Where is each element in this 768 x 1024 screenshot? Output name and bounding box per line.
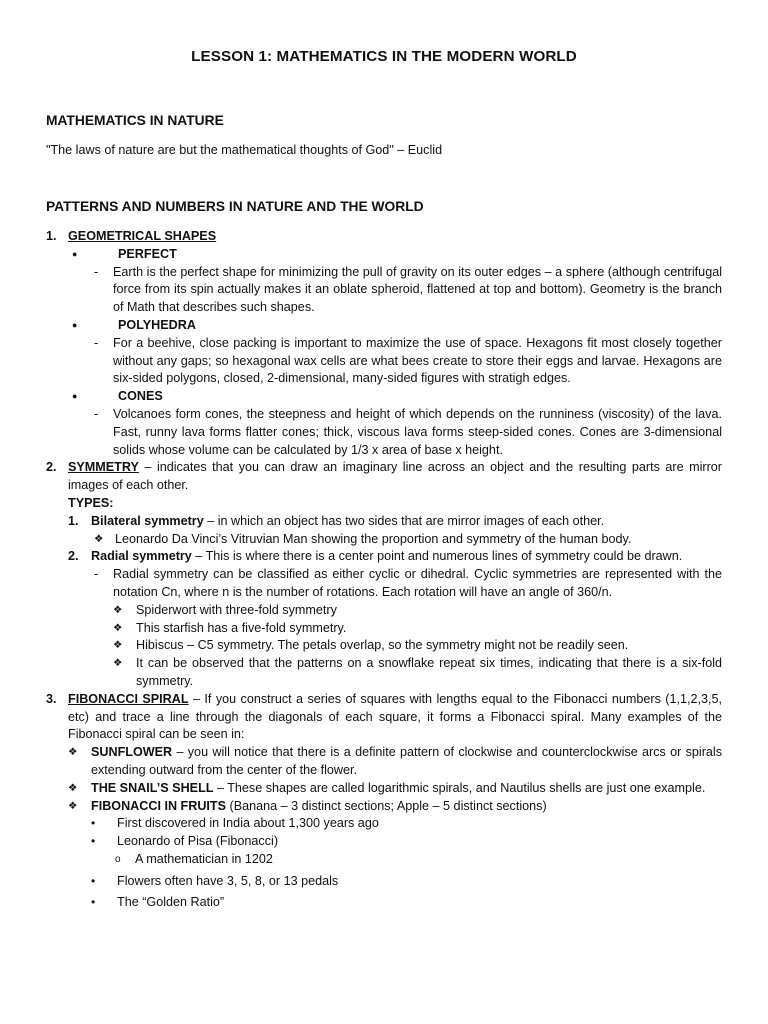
diamond-bullet-icon: ❖ — [113, 657, 123, 670]
radial-example-text: It can be observed that the patterns on a snowflake repeat six times, indicating that there is a six-fold symmetry. — [136, 656, 722, 688]
diamond-bullet-icon: ❖ — [68, 799, 78, 812]
bilateral-heading: Bilateral symmetry — [91, 513, 204, 528]
radial-example — [46, 620, 722, 638]
bilateral-item — [46, 513, 722, 531]
item-symmetry — [46, 459, 722, 495]
euclid-quote: "The laws of nature are but the mathematical thoughts of God" – Euclid — [46, 143, 443, 157]
bullet-icon: • — [91, 834, 96, 849]
fact-text: The “Golden Ratio” — [117, 895, 225, 910]
bilateral-text: – in which an object has two sides that are mirror images of each other. — [203, 513, 605, 528]
fact-text: A mathematician in 1202 — [135, 851, 273, 866]
fibonacci-text: – If you construct a series of squares with lengths equal to the Fibonacci numbers (1,1,2,3,5, etc) and trace a line through the diagonals of each square, it forms a Fibonacci spiral. Many examples of the Fibonacci spiral can be seen in: — [68, 691, 722, 742]
radial-example — [46, 655, 722, 691]
polyhedra-item — [46, 317, 722, 335]
snail-heading: THE SNAIL’S SHELL — [91, 780, 214, 795]
symmetry-text: – indicates that you can draw an imaginary line across an object and the resulting parts are mirror images of each other. — [68, 460, 722, 493]
fact-text: Leonardo of Pisa (Fibonacci) — [117, 834, 279, 849]
cones-text: Volcanoes form cones, the steepness and height of which depends on the runniness (viscosity) of the lava. Fast, runny lava forms flatter cones; thick, viscous lava forms steep-sided cones. Cones are 3-dimensional solids whose volume can be calculated by 1/3 x area of base x height. — [113, 406, 722, 457]
diamond-bullet-icon: ❖ — [68, 746, 78, 759]
diamond-bullet-icon: ❖ — [68, 781, 78, 794]
perfect-description — [46, 264, 722, 317]
sunflower-text: – you will notice that there is a definite pattern of clockwise and counterclockwise arcs or spirals extending outward from the center of the flower. — [91, 745, 722, 777]
fact-item — [46, 894, 722, 912]
types-label: TYPES: — [68, 495, 114, 510]
list-number: 3. — [46, 691, 57, 706]
list-number: 1. — [46, 229, 57, 243]
snail-text: – These shapes are called logarithmic spirals, and Nautilus shells are just one example. — [213, 780, 706, 795]
dash-marker: - — [94, 264, 99, 279]
section-heading-nature: MATHEMATICS IN NATURE — [46, 113, 224, 128]
sunflower-heading: SUNFLOWER — [91, 745, 173, 760]
diamond-bullet-icon: ❖ — [113, 621, 123, 634]
cones-heading: CONES — [118, 389, 163, 404]
dash-marker: - — [94, 406, 99, 421]
fact-text: First discovered in India about 1,300 years ago — [117, 816, 379, 831]
radial-item — [46, 548, 722, 566]
radial-text: – This is where there is a center point and numerous lines of symmetry could be drawn. — [191, 549, 683, 564]
polyhedra-description — [46, 335, 722, 388]
bullet-icon: ● — [72, 319, 78, 330]
cones-item — [46, 388, 722, 406]
lesson-title: LESSON 1: MATHEMATICS IN THE MODERN WORLD — [191, 48, 577, 65]
diamond-bullet-icon: ❖ — [94, 532, 104, 545]
polyhedra-heading: POLYHEDRA — [118, 317, 196, 332]
geometrical-shapes-heading: GEOMETRICAL SHAPES — [68, 229, 217, 243]
fact-item — [46, 815, 722, 833]
bullet-icon: ● — [72, 248, 78, 259]
fact-item — [46, 833, 722, 851]
radial-example-text: Spiderwort with three-fold symmetry — [136, 602, 337, 617]
radial-example-text: Hibiscus – C5 symmetry. The petals overlap, so the symmetry might not be readily seen. — [136, 638, 629, 653]
fruits-item — [46, 798, 722, 816]
circle-bullet-icon: o — [115, 853, 121, 865]
sunflower-item — [46, 744, 722, 780]
perfect-heading: PERFECT — [118, 246, 177, 261]
section-heading-patterns: PATTERNS AND NUMBERS IN NATURE AND THE WORLD — [46, 199, 424, 214]
perfect-text: Earth is the perfect shape for minimizing the pull of gravity on its outer edges – a sphere (although centrifugal force from its spin actually makes it an oblate spheroid, flattened at top and bottom). Geometry is the branch of Math that describes such shapes. — [113, 264, 722, 315]
bilateral-example-text: Leonardo Da Vinci’s Vitruvian Man showing the proportion and symmetry of the human body. — [115, 531, 632, 546]
list-number: 2. — [46, 460, 57, 475]
bullet-icon: • — [91, 895, 96, 910]
list-number: 1. — [68, 513, 79, 528]
item-fibonacci-spiral — [46, 691, 722, 744]
symmetry-heading: SYMMETRY — [68, 460, 139, 475]
item-geometrical-shapes — [46, 228, 722, 246]
dash-marker: - — [94, 335, 99, 350]
bilateral-example — [46, 531, 722, 549]
fact-text: Flowers often have 3, 5, 8, or 13 pedals — [117, 873, 339, 888]
fibonacci-heading: FIBONACCI SPIRAL — [68, 691, 189, 706]
radial-example — [46, 602, 722, 620]
fact-item — [46, 873, 722, 891]
fruits-heading: FIBONACCI IN FRUITS — [91, 798, 227, 813]
fruits-text: (Banana – 3 distinct sections; Apple – 5 distinct sections) — [226, 798, 547, 813]
diamond-bullet-icon: ❖ — [113, 603, 123, 616]
radial-example — [46, 637, 722, 655]
lesson-body — [46, 228, 722, 912]
bullet-icon: ● — [72, 391, 78, 402]
fact-subitem — [46, 851, 722, 869]
radial-heading: Radial symmetry — [91, 549, 192, 564]
dash-marker: - — [94, 567, 99, 582]
snail-item — [46, 780, 722, 798]
cones-description — [46, 406, 722, 459]
perfect-item — [46, 246, 722, 264]
diamond-bullet-icon: ❖ — [113, 639, 123, 652]
list-number: 2. — [68, 549, 79, 564]
radial-example-text: This starfish has a five-fold symmetry. — [136, 620, 347, 635]
bullet-icon: • — [91, 816, 96, 831]
polyhedra-text: For a beehive, close packing is important to maximize the use of space. Hexagons fit most closely together without any gaps; so hexagonal wax cells are what bees create to store their eggs and larvae. Hexagons are six-sided polygons, closed, 2-dimensional, many-sided figures with stratigh edges. — [113, 335, 722, 386]
bullet-icon: • — [91, 873, 96, 888]
radial-desc-text: Radial symmetry can be classified as either cyclic or dihedral. Cyclic symmetries are represented with the notation Cn, where n is the number of rotations. Each rotation will have an angle of 360/n. — [113, 567, 722, 599]
radial-description — [46, 566, 722, 602]
